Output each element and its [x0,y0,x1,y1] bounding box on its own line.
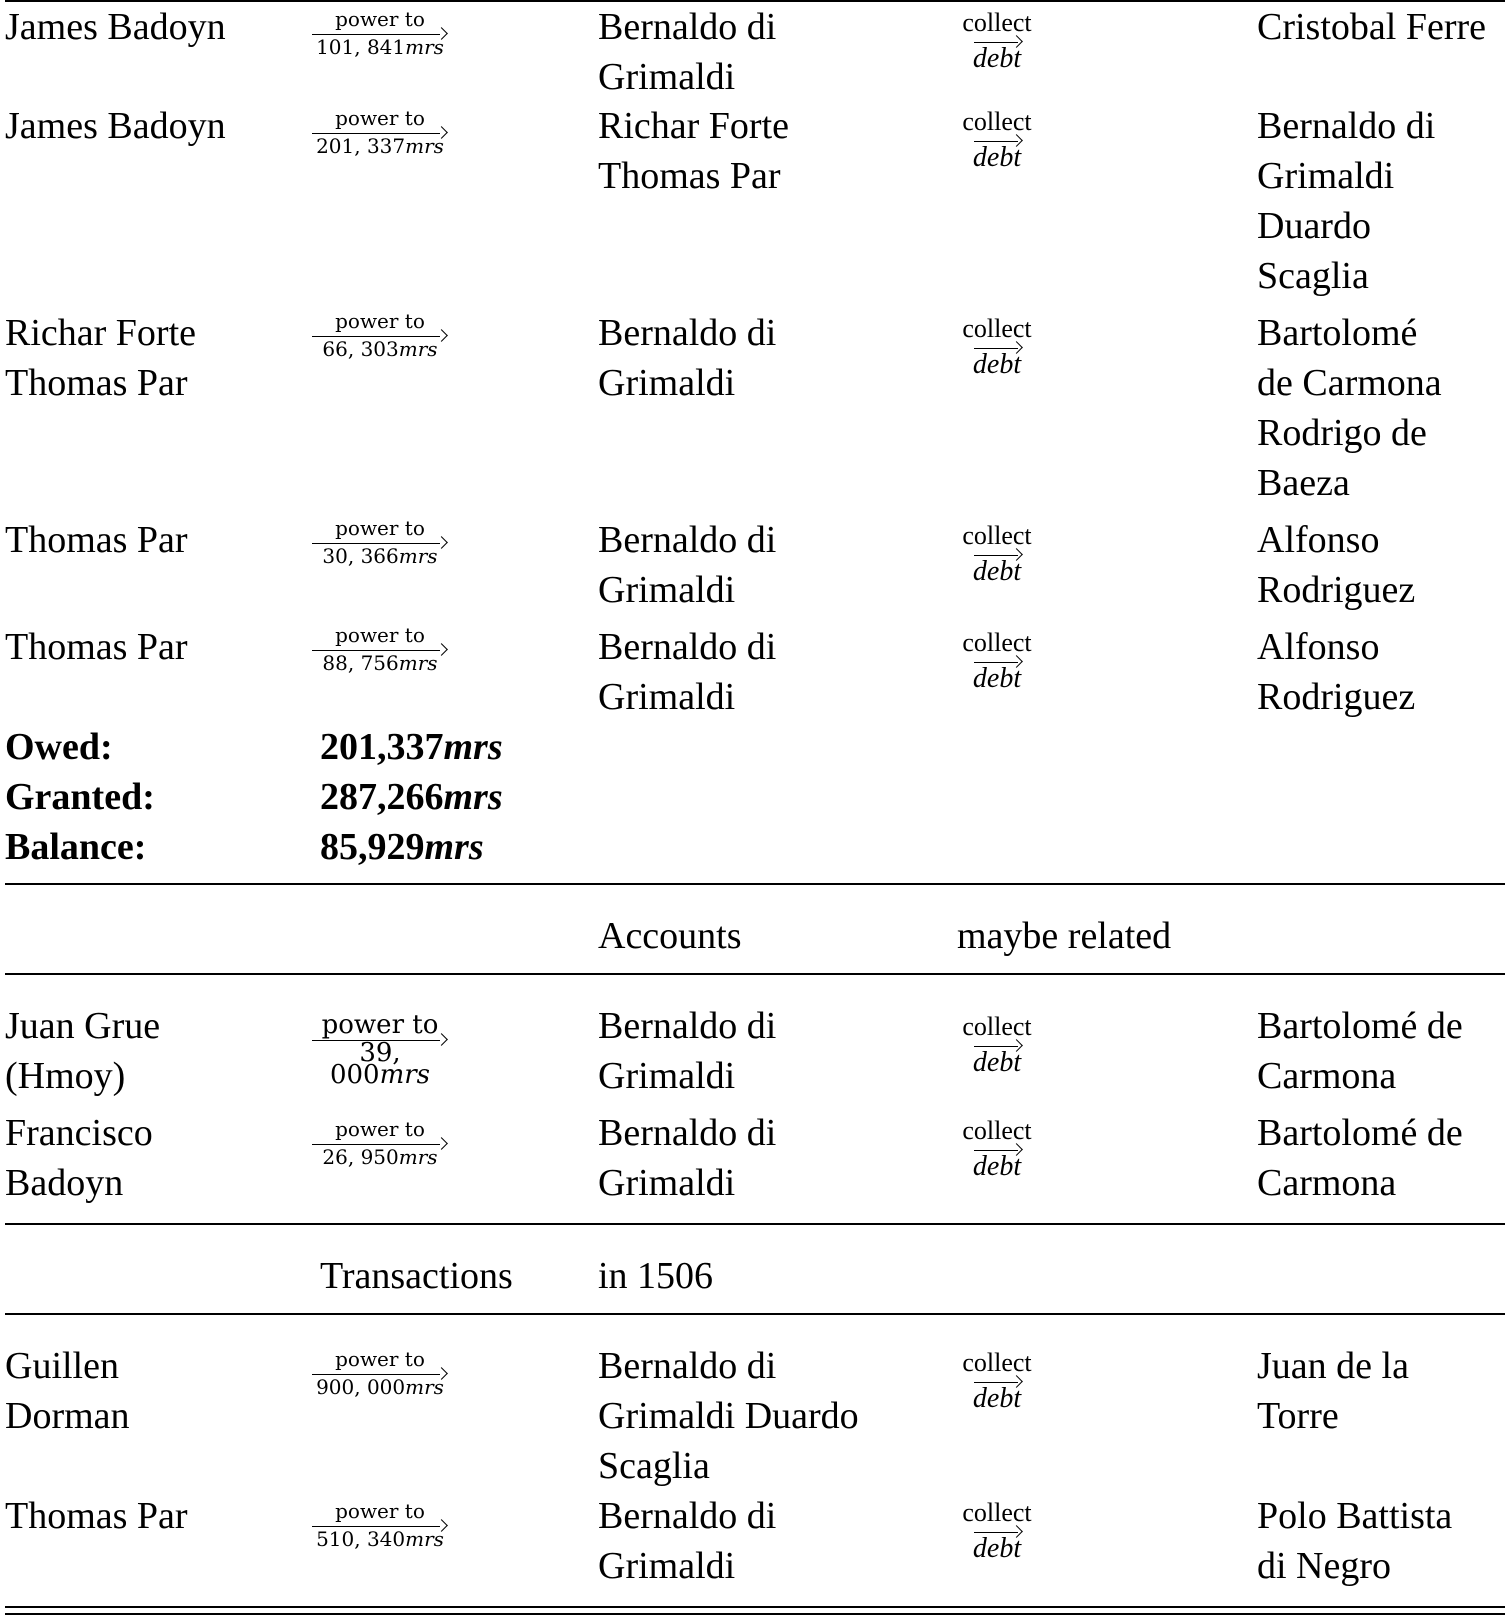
grantor-line: Thomas Par [5,362,188,404]
agent-line: Grimaldi [598,1055,736,1097]
agent-line: Grimaldi [598,362,736,404]
debtor-line: Bernaldo di [1257,105,1436,147]
amount-unit: mrs [398,1145,438,1169]
collect-arrow [957,10,1037,76]
collect-label: collect [962,1348,1032,1377]
amount-unit: mrs [398,651,438,675]
collect-arrow [957,1500,1037,1566]
summary-owed-value [320,722,503,772]
agent-line: Grimaldi [598,569,736,611]
debt-label: debt [972,1151,1022,1182]
collect-arrow [957,523,1037,589]
grantor-name: Thomas Par [5,1495,188,1537]
collect-arrow [957,1014,1037,1080]
agent-line: Bernaldo di [598,1495,777,1537]
amount-label [310,1376,450,1398]
agent-line: Grimaldi [598,56,736,98]
amount-unit: mrs [398,337,438,361]
debt-label: debt [972,1533,1022,1564]
amount-value: 900, 000 [316,1375,406,1399]
collect-arrow [957,316,1037,382]
collect-label: collect [962,1012,1032,1041]
agent-line: Bernaldo di [598,312,777,354]
debt-label: debt [972,1047,1022,1078]
summary-balance-value [320,822,484,872]
debtor-line: Bartolomé [1257,312,1418,354]
rule-section-3-header-bottom [5,1313,1505,1315]
debtor-line: Grimaldi [1257,155,1395,197]
summary-granted-label: Granted: [5,776,155,818]
power-label: power to [321,1010,439,1040]
amount-unit: mrs [405,1375,444,1399]
debtor-line: Rodrigo de [1257,412,1427,454]
agent-line: Grimaldi [598,1162,736,1204]
summary-balance-label: Balance: [5,826,147,868]
power-label: power to [335,1117,425,1141]
rule-bottom-2 [5,1613,1505,1615]
summary-granted-value [320,772,503,822]
collect-label: collect [962,1498,1032,1527]
debt-label: debt [972,142,1022,173]
collect-label: collect [962,521,1032,550]
debtor-line: Alfonso [1257,519,1380,561]
amount-label [310,1146,450,1168]
agent-line: Grimaldi [598,676,736,718]
rule-bottom-1 [5,1606,1505,1608]
amount-unit: mrs [405,134,444,158]
debtor-line: Alfonso [1257,626,1380,668]
summary-owed-label: Owed: [5,726,113,768]
debtor-line: de Carmona [1257,362,1442,404]
amount-value: 26, 950 [322,1145,399,1169]
agent-line: Bernaldo di [598,519,777,561]
debtor-line: Baeza [1257,462,1350,504]
power-arrow [310,1010,450,1090]
debtor-line: Bartolomé de [1257,1112,1463,1154]
power-label: power to [335,623,425,647]
collect-arrow [957,109,1037,175]
power-arrow [310,1118,450,1178]
collect-arrow [957,630,1037,696]
rule-section-3-top [5,1223,1505,1225]
debtor-line: Scaglia [1257,255,1369,297]
agent-line: Thomas Par [598,155,781,197]
section-header-transactions: Transactions [320,1255,513,1297]
grantor-line: Juan Grue [5,1005,161,1047]
grantor-name: Thomas Par [5,519,188,561]
summary-value-unit: mrs [443,776,503,818]
amount-label [310,36,450,58]
agent-line: Bernaldo di [598,626,777,668]
agent-line: Grimaldi [598,1545,736,1587]
power-arrow [310,624,450,684]
amount-label [310,1038,450,1090]
collect-label: collect [962,1116,1032,1145]
summary-value-number: 287,266 [320,776,444,818]
debt-label: debt [972,663,1022,694]
grantor-line: Francisco [5,1112,153,1154]
rule-section-2-top [5,883,1505,885]
amount-value: 101, 841 [316,35,406,59]
power-arrow [310,310,450,370]
agent-line: Bernaldo di [598,1005,777,1047]
debt-label: debt [972,556,1022,587]
collect-label: collect [962,8,1032,37]
power-label: power to [335,1499,425,1523]
power-label: power to [335,106,425,130]
grantor-line: Richar Forte [5,312,197,354]
grantor-name: James Badoyn [5,6,226,48]
agent-line: Richar Forte [598,105,790,147]
grantor-line: Badoyn [5,1162,124,1204]
power-label: power to [335,309,425,333]
section-header-accounts: Accounts [598,915,742,957]
section-header-year: in 1506 [598,1255,714,1297]
debtor-line: Rodriguez [1257,569,1416,611]
debt-label: debt [972,1383,1022,1414]
grantor-line: Dorman [5,1395,130,1437]
grantor-line: (Hmoy) [5,1055,126,1097]
agent-line: Bernaldo di [598,1112,777,1154]
grantor-name: James Badoyn [5,105,226,147]
debtor-line: Cristobal Ferre [1257,6,1487,48]
amount-unit: mrs [405,35,444,59]
amount-value: 30, 366 [322,544,399,568]
power-label: power to [335,516,425,540]
debtor-line: Bartolomé de [1257,1005,1463,1047]
grantor-line: Guillen [5,1345,119,1387]
amount-unit: mrs [405,1527,444,1551]
power-arrow [310,517,450,577]
amount-value: 88, 756 [322,651,399,675]
debtor-line: Juan de la [1257,1345,1409,1387]
summary-value-unit: mrs [443,726,503,768]
power-arrow [310,107,450,167]
collect-arrow [957,1350,1037,1416]
section-header-maybe-related: maybe related [957,915,1172,957]
rule-section-2-header-bottom [5,973,1505,975]
debtor-line: Rodriguez [1257,676,1416,718]
debtor-line: Torre [1257,1395,1339,1437]
amount-value: 201, 337 [316,134,406,158]
amount-value: 66, 303 [322,337,399,361]
summary-value-unit: mrs [424,826,484,868]
collect-label: collect [962,628,1032,657]
agent-line: Scaglia [598,1445,710,1487]
debtor-line: Polo Battista [1257,1495,1453,1537]
debtor-line: Duardo [1257,205,1371,247]
amount-label [310,135,450,157]
power-label: power to [335,1347,425,1371]
amount-value: 39, 000 [329,1038,401,1090]
amount-unit: mrs [398,544,438,568]
grantor-name: Thomas Par [5,626,188,668]
amount-label [310,1528,450,1550]
debtor-line: Carmona [1257,1162,1397,1204]
power-label: power to [335,7,425,31]
power-arrow [310,1348,450,1408]
agent-line: Grimaldi Duardo [598,1395,859,1437]
agent-line: Bernaldo di [598,1345,777,1387]
agent-line: Bernaldo di [598,6,777,48]
collect-label: collect [962,314,1032,343]
collect-arrow [957,1118,1037,1184]
summary-value-number: 85,929 [320,826,425,868]
power-arrow [310,8,450,68]
debt-label: debt [972,349,1022,380]
amount-label [310,652,450,674]
power-arrow [310,1500,450,1560]
amount-unit: mrs [379,1060,431,1090]
debtor-line: di Negro [1257,1545,1392,1587]
debt-label: debt [972,43,1022,74]
collect-label: collect [962,107,1032,136]
amount-value: 510, 340 [316,1527,406,1551]
debtor-line: Carmona [1257,1055,1397,1097]
summary-value-number: 201,337 [320,726,444,768]
amount-label [310,338,450,360]
amount-label [310,545,450,567]
